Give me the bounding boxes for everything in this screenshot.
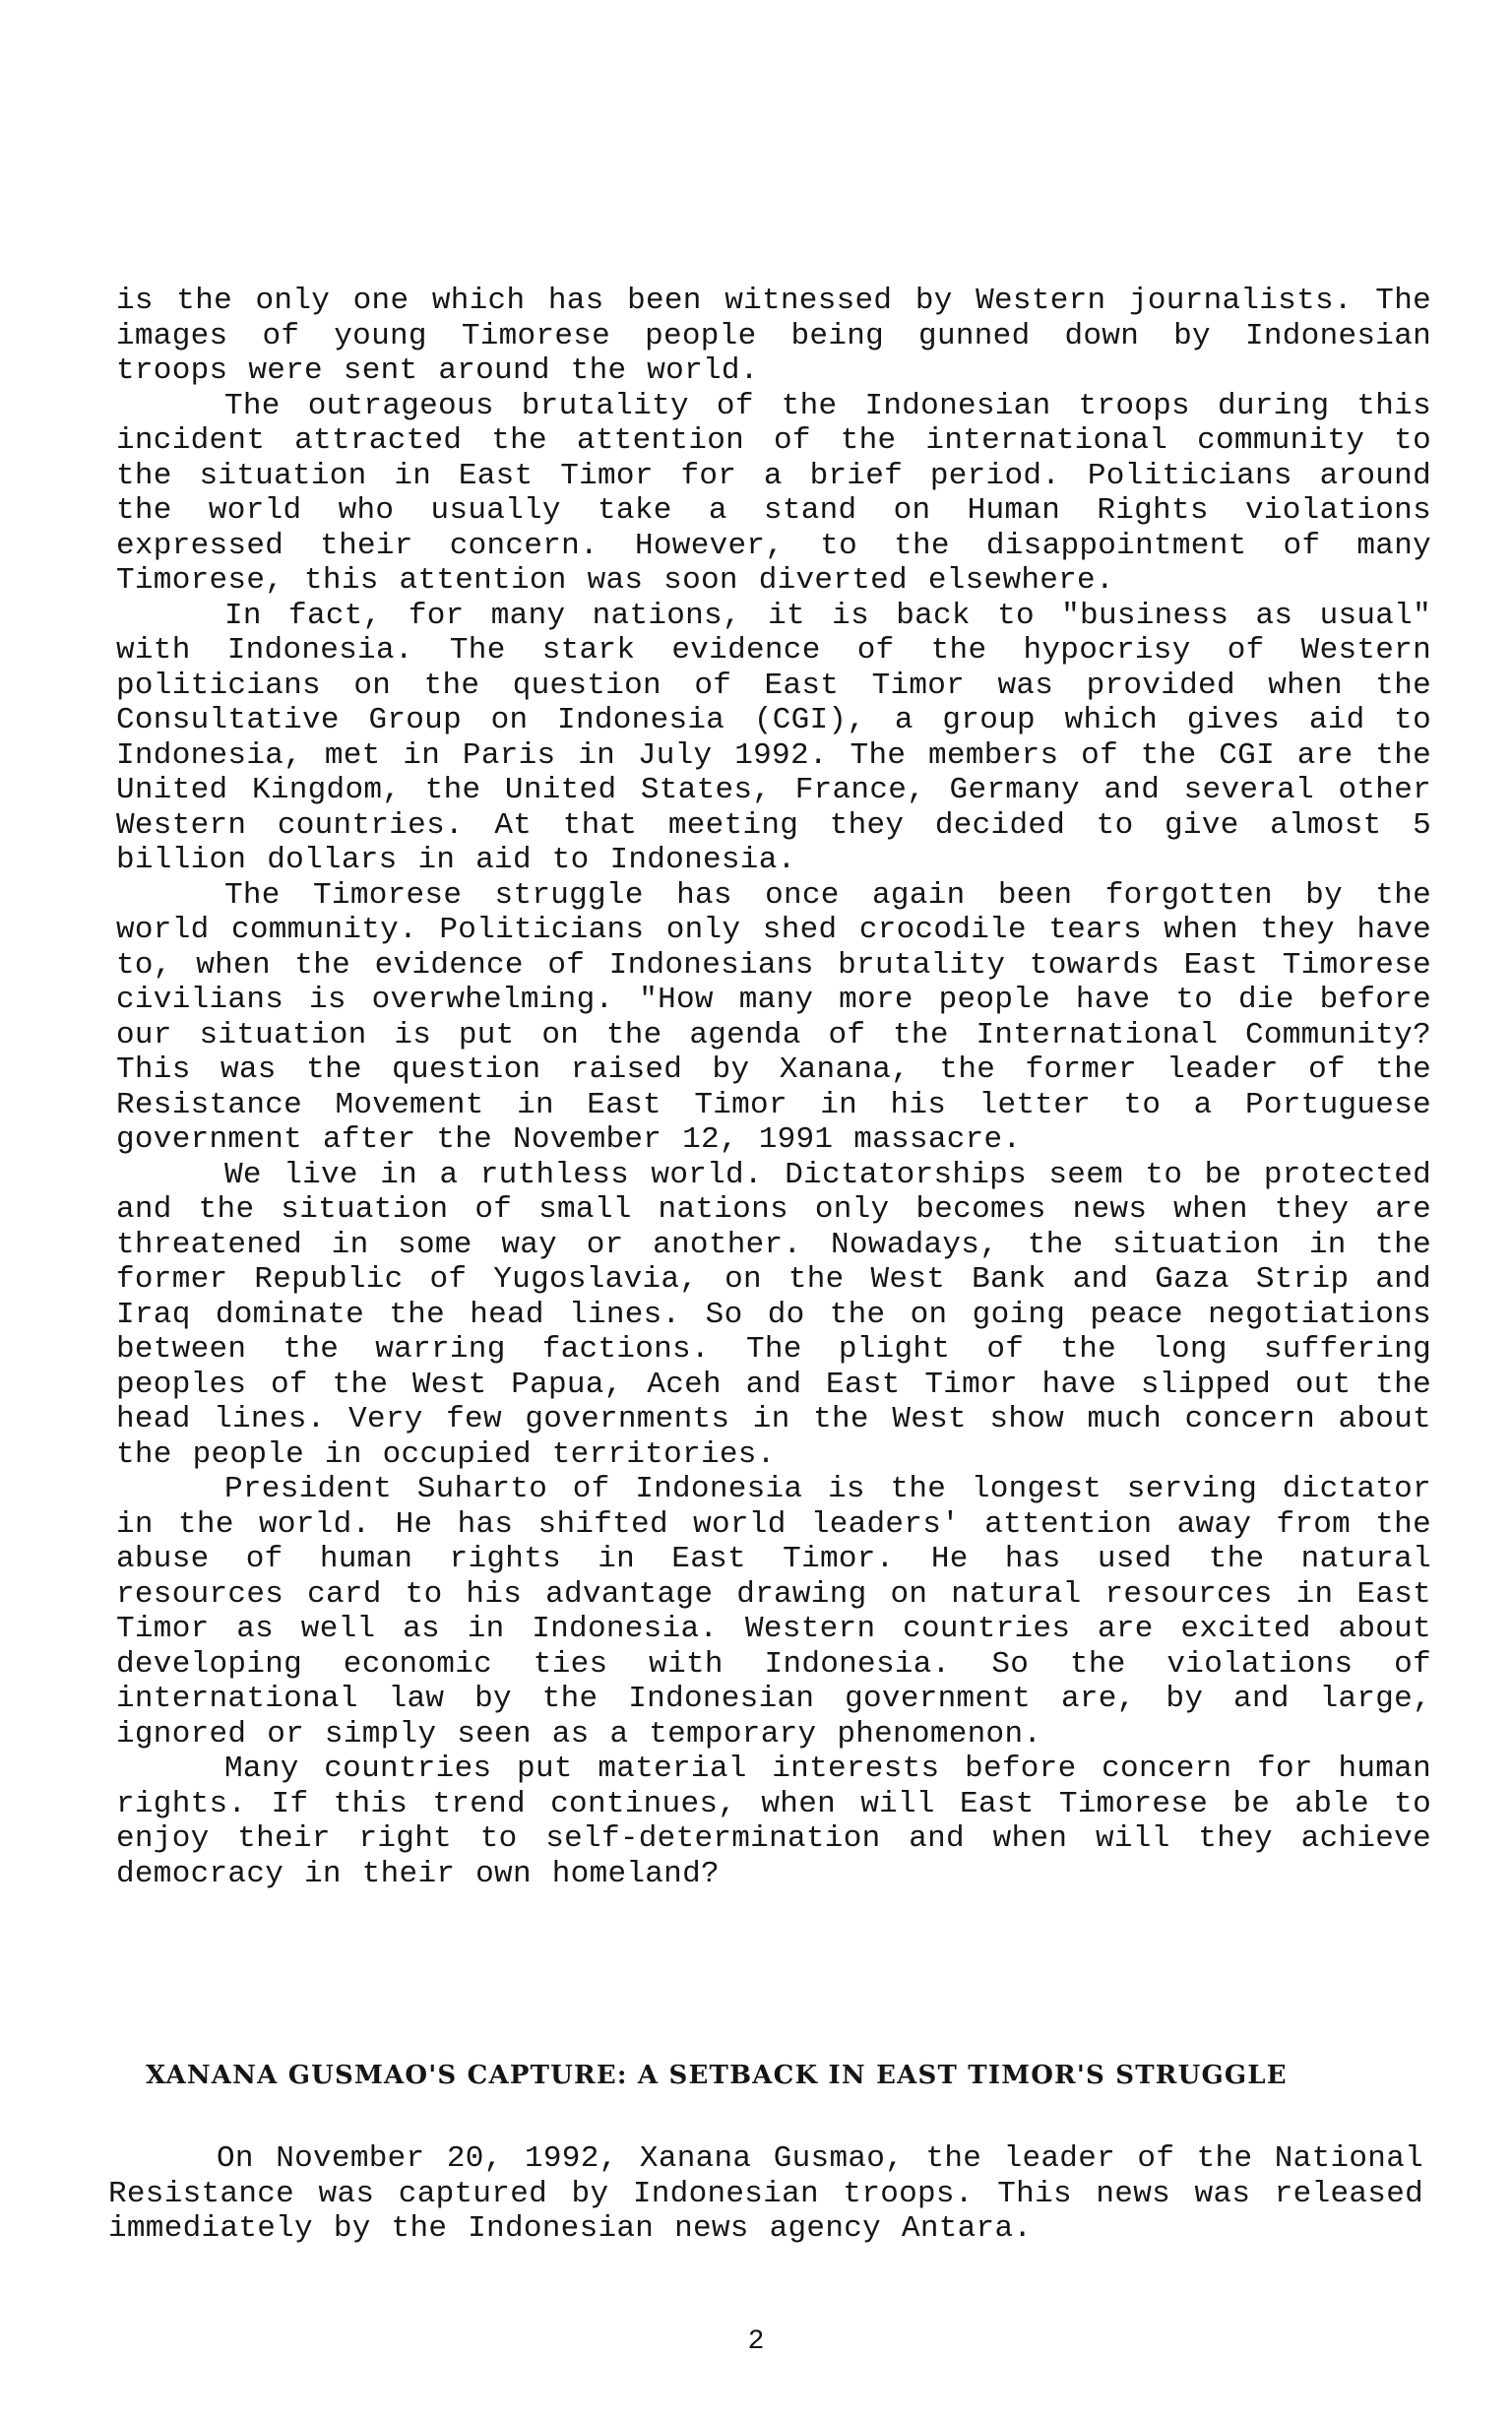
paragraph-business-as-usual: In fact, for many nations, it is back to "business as usual" with Indonesia. The stark evidence of the hypocrisy of Western politicians on the question of East Timor was provided when the Consultative Group on Indonesia (CGI), a group which gives aid to Indonesia, met in Paris in July 1992. The members of the CGI are the United Kingdom, the United States, France, Germany and several other Western countries. At that meeting they decided to give almost 5 billion dollars in aid to Indonesia. bbox=[116, 598, 1431, 877]
paragraph-material-interests: Many countries put material interests before concern for human rights. If this trend continues, when will East Timorese be able to enjoy their right to self-determination and when will they achieve democracy in their own homeland? bbox=[116, 1752, 1431, 1891]
section-heading: XANANA GUSMAO'S CAPTURE: A SETBACK IN EAST TIMOR'S STRUGGLE bbox=[146, 2061, 1288, 2090]
paragraph-ruthless-world: We live in a ruthless world. Dictatorships seem to be protected and the situation of small nations only becomes news when they are threatened in some way or another. Nowadays, the situation in the former Republic of Yugoslavia, on the West Bank and Gaza Strip and Iraq dominate the head lines. So do the on going peace negotiations between the warring factions. The plight of the long suffering peoples of the West Papua, Aceh and East Timor have slipped out the head lines. Very few governments in the West show much concern about the people in occupied territories. bbox=[116, 1157, 1431, 1472]
paragraph-gusmao-capture: On November 20, 1992, Xanana Gusmao, the leader of the National Resistance was captured by Indonesian troops. This news was released immediately by the Indonesian news agency Antara. bbox=[108, 2141, 1423, 2246]
body-text bbox=[116, 284, 1431, 1891]
paragraph-timorese-struggle: The Timorese struggle has once again been forgotten by the world community. Politicians only shed crocodile tears when they have to, when the evidence of Indonesians brutality towards East Timorese civilians is overwhelming. "How many more people have to die before our situation is put on the agenda of the International Community? This was the question raised by Xanana, the former leader of the Resistance Movement in East Timor in his letter to a Portuguese government after the November 12, 1991 massacre. bbox=[116, 877, 1431, 1157]
page-number: 2 bbox=[747, 2326, 765, 2357]
paragraph-continuation: is the only one which has been witnessed by Western journalists. The images of young Timorese people being gunned down by Indonesian troops were sent around the world. bbox=[116, 284, 1431, 388]
section-body bbox=[108, 2141, 1423, 2247]
paragraph-outrageous-brutality: The outrageous brutality of the Indonesian troops during this incident attracted the attention of the international community to the situation in East Timor for a brief period. Politicians around the world who usually take a stand on Human Rights violations expressed their concern. However, to the disappointment of many Timorese, this attention was soon diverted elsewhere. bbox=[116, 388, 1431, 598]
paragraph-president-suharto: President Suharto of Indonesia is the longest serving dictator in the world. He has shifted world leaders' attention away from the abuse of human rights in East Timor. He has used the natural resources card to his advantage drawing on natural resources in East Timor as well as in Indonesia. Western countries are excited about developing economic ties with Indonesia. So the violations of international law by the Indonesian government are, by and large, ignored or simply seen as a temporary phenomenon. bbox=[116, 1472, 1431, 1752]
